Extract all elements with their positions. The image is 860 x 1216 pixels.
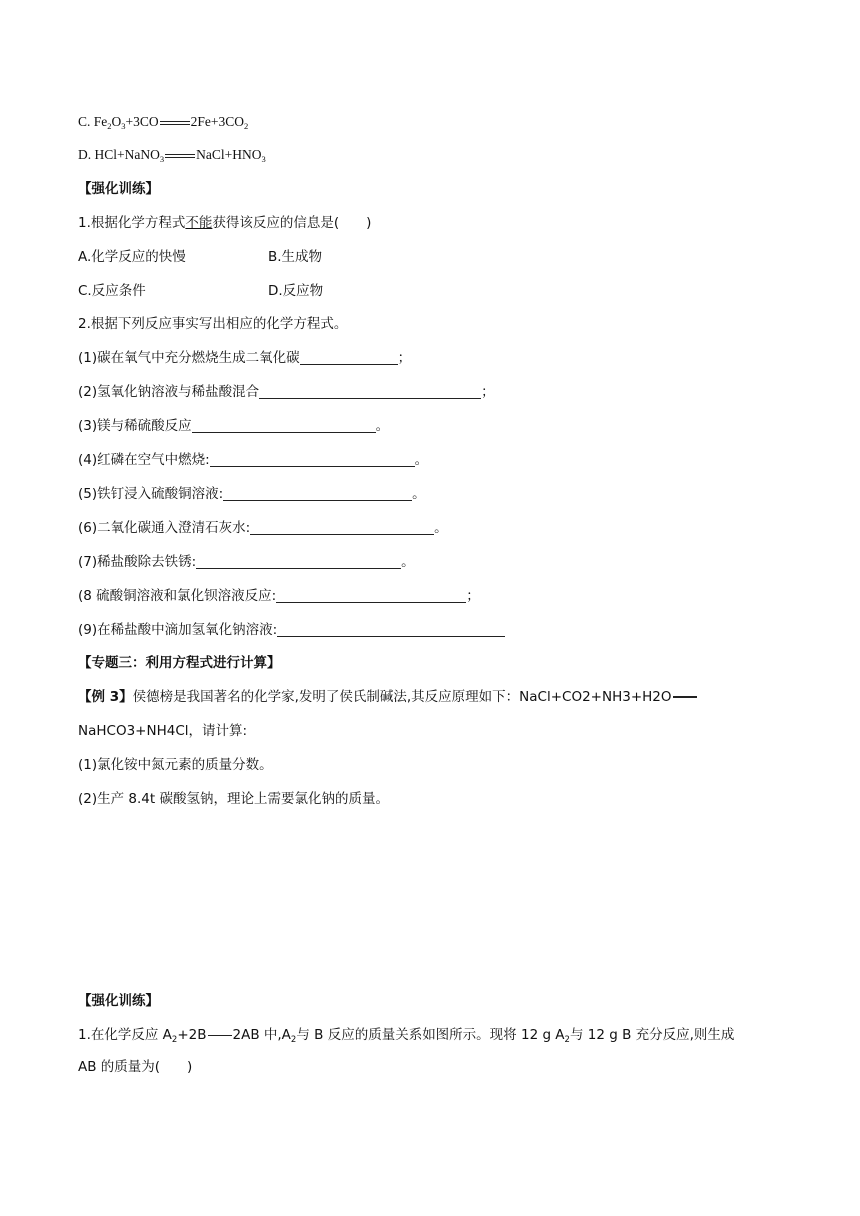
subscript: 2	[244, 121, 249, 131]
answer-blank[interactable]	[259, 384, 481, 399]
example-label: 【例 3】	[78, 689, 133, 705]
item-text: (1)碳在氧气中充分燃烧生成二氧化碳	[78, 350, 300, 366]
item-punct: 。	[401, 554, 415, 570]
item-punct: ；	[466, 588, 480, 604]
item-punct: 。	[412, 486, 426, 502]
question-2: 2.根据下列反应事实写出相应的化学方程式。	[78, 316, 348, 332]
option-d-choice: D.反应物	[268, 283, 324, 299]
option-c-choice: C.反应条件	[78, 283, 146, 299]
option-d-text: NaCl+HNO	[196, 147, 262, 162]
question-text: 获得该反应的信息是( )	[212, 215, 372, 231]
options-row-2	[78, 282, 323, 300]
example-3-q2: (2)生产 8.4t 碳酸氢钠，理论上需要氯化钠的质量。	[78, 791, 389, 807]
item-6	[78, 519, 448, 537]
question-3	[78, 1026, 734, 1049]
item-5	[78, 485, 426, 503]
option-c-text: O	[111, 114, 122, 129]
item-3	[78, 417, 389, 435]
option-d-text: D. HCl+NaNO	[78, 147, 160, 162]
item-4	[78, 451, 428, 469]
section-heading: 【强化训练】	[78, 181, 159, 197]
option-c-text: +3CO	[125, 114, 159, 129]
equals-bar	[673, 696, 697, 699]
item-text: (8 硫酸铜溶液和氯化钡溶液反应:	[78, 588, 277, 604]
topic-heading: 【专题三：利用方程式进行计算】	[78, 655, 281, 671]
subscript: 2	[290, 1035, 297, 1045]
item-text: (3)镁与稀硫酸反应	[78, 418, 192, 434]
item-text: (7)稀盐酸除去铁锈:	[78, 554, 197, 570]
question-3-line2: AB 的质量为( )	[78, 1059, 193, 1075]
underlined-word: 不能	[185, 215, 213, 231]
item-punct: 。	[434, 520, 448, 536]
answer-blank[interactable]	[210, 452, 415, 467]
subscript: 2	[107, 121, 112, 131]
option-d	[78, 146, 266, 168]
item-punct: 。	[375, 418, 390, 434]
item-punct: ；	[481, 384, 495, 400]
item-punct: 。	[414, 452, 429, 468]
equals-bar	[160, 121, 190, 125]
answer-blank[interactable]	[192, 418, 376, 433]
item-1	[78, 349, 411, 367]
answer-blank[interactable]	[223, 486, 412, 501]
example-3	[78, 688, 698, 706]
subscript: 3	[159, 154, 165, 164]
item-7	[78, 553, 415, 571]
question-text: 1.根据化学方程式	[78, 215, 186, 231]
option-b: B.生成物	[268, 249, 323, 265]
equals-bar	[208, 1035, 232, 1036]
section-heading-2: 【强化训练】	[78, 993, 159, 1009]
question-1	[78, 214, 371, 232]
item-8	[78, 587, 480, 605]
example-3-line2: NaHCO3+NH4Cl，请计算:	[78, 723, 248, 739]
options-row-1	[78, 248, 322, 266]
question-text: 2AB 中,A	[232, 1027, 291, 1043]
item-text: (9)在稀盐酸中滴加氢氧化钠溶液:	[78, 622, 278, 638]
subscript: 3	[261, 154, 266, 164]
answer-blank[interactable]	[250, 520, 434, 535]
option-a: A.化学反应的快慢	[78, 249, 186, 265]
example-text: 侯德榜是我国著名的化学家,发明了侯氏制碱法,其反应原理如下：NaCl+CO2+NH3+H2O	[132, 689, 672, 705]
answer-blank[interactable]	[276, 588, 466, 603]
option-c-text: 2Fe+3CO	[190, 114, 245, 129]
example-3-q1: (1)氯化铵中氮元素的质量分数。	[78, 757, 273, 773]
item-text: (2)氢氧化钠溶液与稀盐酸混合	[78, 384, 260, 400]
subscript: 2	[564, 1035, 570, 1045]
item-punct: ；	[397, 350, 412, 366]
item-text: (4)红磷在空气中燃烧:	[78, 452, 210, 468]
option-c-text: C. Fe	[78, 114, 108, 129]
subscript: 3	[121, 121, 126, 131]
item-2	[78, 383, 495, 401]
question-text: 与 12 g B 充分反应,则生成	[569, 1027, 735, 1043]
question-text: 1.在化学反应 A	[78, 1027, 172, 1043]
question-text: 与 B 反应的质量关系如图所示。现将 12 g A	[296, 1027, 565, 1043]
answer-blank[interactable]	[277, 622, 505, 637]
item-9	[78, 621, 505, 639]
subscript: 2	[171, 1035, 178, 1045]
answer-blank[interactable]	[300, 350, 398, 365]
option-c	[78, 113, 248, 135]
equals-bar	[165, 154, 195, 158]
answer-blank[interactable]	[196, 554, 401, 569]
question-text: +2B	[177, 1027, 207, 1043]
item-text: (6)二氧化碳通入澄清石灰水:	[78, 520, 251, 536]
item-text: (5)铁钉浸入硫酸铜溶液:	[78, 486, 224, 502]
